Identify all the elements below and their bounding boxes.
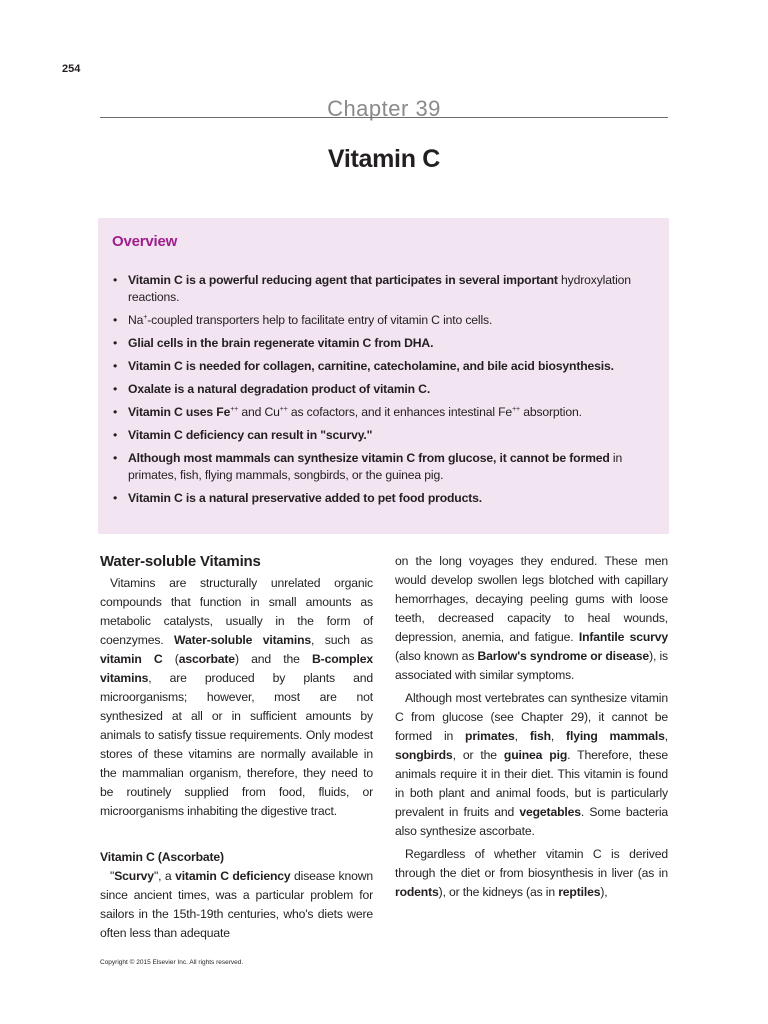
superscript: + bbox=[143, 313, 148, 321]
bold-term: Vitamin C is a natural preservative added to pet food products. bbox=[128, 491, 482, 505]
bold-term: ascorbate bbox=[178, 652, 235, 666]
continued-paragraph bbox=[395, 552, 668, 685]
text-run: absorption. bbox=[519, 405, 582, 419]
text-run: in primates, fish, flying mammals, songbirds, or the guinea pig. bbox=[128, 451, 623, 482]
left-column bbox=[100, 552, 373, 943]
text-run: , or the bbox=[452, 748, 504, 762]
text-run: " bbox=[110, 869, 115, 883]
bold-term: vitamin C deficiency bbox=[175, 869, 291, 883]
chapter-rule bbox=[100, 117, 668, 118]
bold-term: primates bbox=[465, 729, 515, 743]
text-run: . Some bacteria also synthesize ascorbate. bbox=[395, 805, 669, 838]
bold-term: reptiles bbox=[558, 885, 601, 899]
bold-term: Vitamin C is needed for collagen, carnitine, catecholamine, and bile acid biosynthesis. bbox=[128, 359, 614, 373]
bold-term: Vitamin C deficiency can result in "scurvy." bbox=[128, 428, 373, 442]
overview-bullet bbox=[112, 272, 655, 306]
text-run: ), bbox=[600, 885, 608, 899]
overview-bullet bbox=[112, 358, 655, 375]
text-run: disease known since ancient times, was a particular problem for sailors in the 15th-19th centuries, who's diets were often less than adequate bbox=[100, 869, 373, 940]
text-run: , such as bbox=[311, 633, 373, 647]
bold-term: rodents bbox=[395, 885, 439, 899]
text-run: Although most vertebrates can synthesize vitamin C from glucose (see Chapter 29), it cannot be formed in bbox=[395, 691, 668, 743]
section-paragraph bbox=[100, 574, 373, 821]
bold-term: guinea pig bbox=[503, 748, 568, 762]
text-run: Na bbox=[128, 313, 144, 327]
text-run: ( bbox=[162, 652, 179, 666]
bold-term: Although most mammals can synthesize vitamin C from glucose, it cannot be formed bbox=[128, 451, 613, 465]
bold-term: fish bbox=[529, 729, 551, 743]
subsection-heading: Vitamin C (Ascorbate) bbox=[100, 850, 224, 864]
text-run: . Therefore, these animals require it in their diet. This vitamin is found in both plant and animal foods, but is particularly prevalent in fruits and bbox=[395, 748, 668, 819]
superscript: ++ bbox=[279, 405, 288, 413]
paragraph-synthesis bbox=[395, 689, 668, 841]
overview-list bbox=[112, 272, 655, 507]
text-run: , bbox=[664, 729, 668, 743]
text-run: ), is associated with similar symptoms. bbox=[395, 649, 668, 682]
bold-term: Barlow's syndrome or disease bbox=[477, 649, 650, 663]
text-run: ) and the bbox=[234, 652, 313, 666]
text-run: and Cu bbox=[238, 405, 280, 419]
copyright-notice: Copyright © 2015 Elsevier Inc. All rights reserved. bbox=[100, 959, 244, 966]
text-run: Vitamins are structurally unrelated organic compounds that function in small amounts as metabolic catalysts, usually in the form of coenzymes. bbox=[100, 576, 373, 647]
overview-bullet bbox=[112, 450, 655, 484]
bold-term: Infantile scurvy bbox=[578, 630, 668, 644]
chapter-title: Vitamin C bbox=[327, 145, 441, 173]
overview-bullet bbox=[112, 427, 655, 444]
bold-term: Water-soluble vitamins bbox=[174, 633, 311, 647]
bold-term: Vitamin C is a powerful reducing agent that participates in several important bbox=[128, 273, 562, 287]
text-run: , bbox=[514, 729, 530, 743]
bold-term: vegetables bbox=[519, 805, 581, 819]
superscript: ++ bbox=[230, 405, 239, 413]
bold-term: vitamin C bbox=[100, 652, 163, 666]
text-run: (also known as bbox=[395, 649, 478, 663]
overview-bullet bbox=[112, 490, 655, 507]
text-run: -coupled transporters help to facilitate entry of vitamin C into cells. bbox=[147, 313, 493, 327]
overview-bullet bbox=[112, 404, 655, 421]
bold-term: Glial cells in the brain regenerate vitamin C from DHA. bbox=[128, 336, 434, 350]
paragraph-derivation bbox=[395, 845, 668, 902]
chapter-label: Chapter 39 bbox=[327, 96, 441, 121]
text-run: ), or the kidneys (as in bbox=[438, 885, 559, 899]
overview-bullet bbox=[112, 381, 655, 398]
bold-term: songbirds bbox=[395, 748, 453, 762]
bold-term: Vitamin C uses Fe bbox=[128, 405, 231, 419]
text-run: , are produced by plants and microorganisms; however, most are not synthesized at all or in sufficient amounts by animals to satisfy tissue requirements. Only modest stores of these vitamins are normally available in the mammalian organism, therefore, they need to be routinely supplied from food, fluids, or microorganisms inhabiting the digestive tract. bbox=[100, 671, 373, 818]
page-number: 254 bbox=[62, 63, 81, 75]
bold-term: Oxalate is a natural degradation product of vitamin C. bbox=[128, 382, 431, 396]
bold-term: flying mammals bbox=[566, 729, 665, 743]
overview-bullet bbox=[112, 312, 655, 329]
overview-heading: Overview bbox=[112, 233, 178, 250]
subsection-paragraph bbox=[100, 867, 373, 943]
text-run: on the long voyages they endured. These men would develop swollen legs blotched with capillary hemorrhages, decaying peeling gums with loose teeth, decreased capacity to heal wounds, depression, anemia, and fatigue. bbox=[395, 554, 668, 644]
bold-term: B-complex vitamins bbox=[100, 652, 373, 685]
superscript: ++ bbox=[512, 405, 520, 413]
text-run: ", a bbox=[153, 869, 176, 883]
overview-box bbox=[98, 218, 669, 534]
overview-bullet bbox=[112, 335, 655, 352]
text-run: as cofactors, and it enhances intestinal Fe bbox=[287, 405, 513, 419]
section-heading: Water-soluble Vitamins bbox=[100, 553, 261, 570]
bold-term: Scurvy bbox=[114, 869, 154, 883]
text-run: , bbox=[550, 729, 567, 743]
text-run: hydroxylation reactions. bbox=[128, 273, 631, 304]
right-column bbox=[395, 552, 668, 902]
text-run: Regardless of whether vitamin C is derived through the diet or from biosynthesis in liver (as in bbox=[395, 847, 668, 880]
